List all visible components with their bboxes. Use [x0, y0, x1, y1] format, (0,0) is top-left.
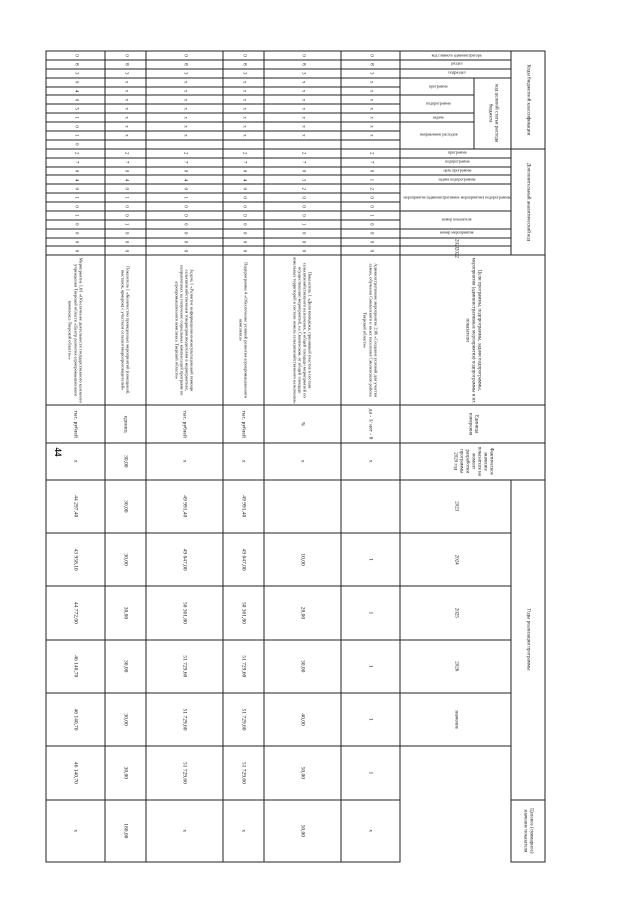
extra-code-cell: 0	[46, 228, 105, 237]
budget-code-col-label: раздел	[450, 60, 463, 66]
year-value-cell: 51 729,60	[145, 692, 222, 745]
budget-code-cell: x	[105, 77, 146, 86]
extra-code-cell: 7	[145, 157, 222, 166]
extra-code-cell: 0	[341, 219, 400, 228]
budget-code-cell: x	[145, 122, 222, 131]
budget-code-cell	[263, 139, 340, 148]
extra-code-cell: 0	[145, 219, 222, 228]
year-value-cell: 51 729,60	[223, 692, 264, 745]
extra-code-cell: 1	[46, 193, 105, 202]
extra-code-cell: 0	[145, 184, 222, 193]
budget-code-cell: x	[263, 122, 340, 131]
extra-code-cell: 0	[105, 228, 146, 237]
target-value-cell: 50,00	[263, 799, 340, 862]
extra-code-cell: 1	[341, 210, 400, 219]
extra-code-col-label: мероприятие (административное мероприятие) подпрограммы	[403, 193, 510, 199]
extra-code-cell: 0	[341, 237, 400, 246]
extra-code-col-label: задача подпрограммы	[437, 175, 476, 181]
budget-code-cell: x	[263, 104, 340, 113]
budget-code-cell: x	[105, 130, 146, 139]
year-value-cell: 30,00	[105, 532, 146, 585]
target-article-col-header	[400, 113, 474, 122]
budget-code-cell: 0	[223, 51, 264, 60]
budget-code-cell: x	[223, 86, 264, 95]
extra-code-cell: 1	[263, 219, 340, 228]
extra-code-cell: 0	[223, 219, 264, 228]
table-row	[341, 51, 400, 862]
budget-code-col-header	[400, 68, 511, 77]
target-value-subheader: значение	[400, 692, 511, 745]
extra-code-cell: 1	[145, 193, 222, 202]
budget-code-cell: x	[223, 113, 264, 122]
target-value-cell: 180,00	[105, 799, 146, 862]
name-column-header: Цели программы, подпрограммы, задачи подпрограммы, мероприятия (административные мероприятия) подпрограммы и их показатели	[400, 255, 545, 405]
year-value-cell: 30,00	[105, 479, 146, 532]
budget-code-cell: x	[105, 113, 146, 122]
extra-code-cell: 2	[46, 148, 105, 157]
target-article-col-header	[400, 77, 474, 95]
budget-code-cell: 5	[46, 104, 105, 113]
extra-code-cell: 0	[341, 166, 400, 175]
table-row	[223, 51, 264, 862]
year-header-2023: 2023	[400, 479, 511, 532]
year-value-cell: 1	[341, 639, 400, 692]
budget-code-cell: 0	[46, 122, 105, 131]
extra-code-cell: 0	[145, 166, 222, 175]
unit-cell: тыс. рублей	[223, 405, 264, 443]
year-value-cell: 50 361,80	[223, 586, 264, 639]
fact-value-cell: x	[263, 442, 340, 479]
extra-code-cell: 0	[105, 166, 146, 175]
budget-code-col-header	[400, 51, 511, 60]
years-group-header: Годы реализации программы	[511, 479, 545, 799]
extra-code-cell: 0	[105, 202, 146, 211]
budget-code-cell: x	[145, 95, 222, 104]
target-value-header: Целевое (суммарное) значение показателя	[511, 799, 545, 862]
budget-code-cell: x	[223, 130, 264, 139]
extra-code-col-header	[400, 210, 511, 228]
budget-code-cell: x	[105, 86, 146, 95]
target-value-cell: x	[46, 799, 105, 862]
year-value-cell: 30,00	[105, 639, 146, 692]
year-value-cell: 46 140,70	[46, 746, 105, 799]
extra-code-cell: 0	[341, 193, 400, 202]
extra-code-cell: 0	[223, 166, 264, 175]
table-row	[46, 51, 105, 862]
extra-code-cell: 0	[145, 237, 222, 246]
year-value-cell: 49 991,40	[223, 479, 264, 532]
document-sheet	[67, 50, 545, 862]
target-article-col-header	[400, 122, 474, 149]
budget-code-cell: 8	[145, 59, 222, 68]
item-name-cell: Подпрограмма 4 «Обеспечение условий развития агропромышленного комплекса»	[223, 255, 264, 405]
unit-cell: тыс. рублей	[145, 405, 222, 443]
fact-value-cell: x	[341, 442, 400, 479]
budget-code-cell	[105, 139, 146, 148]
budget-code-cell: 0	[263, 51, 340, 60]
extra-code-cell: 0	[223, 228, 264, 237]
budget-code-cell: x	[263, 86, 340, 95]
year-value-cell: 40,00	[263, 692, 340, 745]
year-value-cell: 1	[341, 692, 400, 745]
extra-code-cell: 7	[105, 157, 146, 166]
budget-code-cell: 8	[46, 59, 105, 68]
budget-code-cell: x	[223, 95, 264, 104]
budget-code-cell: x	[263, 95, 340, 104]
year-header-2026: 2026	[400, 639, 511, 692]
extra-code-cell: 0	[223, 210, 264, 219]
budget-code-cell: 0	[46, 139, 105, 148]
budget-code-cell: 3	[223, 68, 264, 77]
budget-code-cell: 8	[263, 59, 340, 68]
budget-code-cell: 8	[341, 59, 400, 68]
budget-code-cell: x	[341, 86, 400, 95]
extra-code-cell: 4	[145, 175, 222, 184]
extra-code-cell: 2	[263, 184, 340, 193]
extra-code-cell: 7	[46, 157, 105, 166]
extra-code-cell: 0	[145, 210, 222, 219]
budget-code-cell: 0	[46, 77, 105, 86]
extra-code-cell: 4	[105, 175, 146, 184]
budget-code-cell: 3	[263, 68, 340, 77]
extra-code-cell: 2	[223, 148, 264, 157]
extra-code-cell: 4	[46, 175, 105, 184]
extra-code-cell: 1	[105, 193, 146, 202]
budget-code-cell: x	[145, 86, 222, 95]
unit-cell: да - 1/ нет - 0	[341, 405, 400, 443]
extra-code-cell: 0	[263, 228, 340, 237]
budget-code-cell: x	[223, 104, 264, 113]
extra-code-col-header	[400, 166, 511, 175]
budget-code-cell: 1	[46, 130, 105, 139]
budget-code-cell	[341, 139, 400, 148]
extra-code-cell: 0	[223, 184, 264, 193]
extra-code-col-label: цель программы	[442, 167, 471, 173]
extra-code-cell: 7	[341, 157, 400, 166]
target-article-col-header	[400, 95, 474, 113]
budget-code-cell: 8	[105, 59, 146, 68]
year-value-cell: 46 140,70	[46, 692, 105, 745]
extra-code-col-label: номер показателя	[441, 215, 472, 221]
year-header-2022: 2022	[400, 246, 511, 255]
extra-code-cell: 0	[341, 228, 400, 237]
extra-code-cell: 0	[105, 237, 146, 246]
fact-value-cell: x	[145, 442, 222, 479]
item-name-cell: Показатель 1 «Доля молодежи, принявшей участие в составе сельскохозяйственного назначения, в общей площади мероприятий по осуществлению мероприятий, на Смоленском, от общей площади земельных территорий в составе земель сельскохозяйственного назначения»	[263, 255, 340, 405]
year-value-cell: 51 729,60	[145, 746, 222, 799]
extra-code-cell: 7	[223, 157, 264, 166]
extra-code-cell: 4	[223, 175, 264, 184]
extra-code-cell: 2	[145, 148, 222, 157]
extra-code-cell: 0	[223, 202, 264, 211]
year-value-cell: 49 047,00	[223, 532, 264, 585]
year-value-cell: 50,00	[263, 746, 340, 799]
extra-code-cell: 7	[263, 157, 340, 166]
extra-code-cell: 1	[105, 219, 146, 228]
extra-code-cell: 0	[263, 166, 340, 175]
extra-code-cell: 0	[341, 246, 400, 255]
year-value-cell: 49 047,00	[145, 532, 222, 585]
target-value-cell: x	[223, 799, 264, 862]
unit-cell: тыс. рублей	[46, 405, 105, 443]
item-name-cell: Мероприятие 1.01 «Обеспечение деятельности государственного казенного учреждения Тверской области «Центр развития агропромышленного комплекса Тверской области»»	[46, 255, 105, 405]
year-value-cell: 43 958,10	[46, 532, 105, 585]
budget-code-cell: x	[105, 104, 146, 113]
extra-code-cell: 0	[46, 237, 105, 246]
budget-code-cell: 8	[223, 59, 264, 68]
year-value-cell: 51 729,60	[145, 639, 222, 692]
table-row	[263, 51, 340, 862]
extra-code-col-label: подпрограмма	[444, 158, 469, 164]
extra-code-cell: 2	[341, 184, 400, 193]
extra-code-cell: 1	[341, 175, 400, 184]
budget-code-cell: x	[263, 130, 340, 139]
year-value-cell: 44 772,00	[46, 586, 105, 639]
budget-code-cell: 4	[46, 86, 105, 95]
extra-code-cell: 0	[105, 246, 146, 255]
program-indicators-table	[45, 50, 545, 862]
extra-code-cell: 0	[46, 246, 105, 255]
extra-code-cell: 2	[105, 148, 146, 157]
target-value-cell: x	[341, 799, 400, 862]
budget-code-col-label: подраздел	[447, 69, 466, 75]
budget-code-cell: x	[263, 77, 340, 86]
year-value-cell	[341, 479, 400, 532]
unit-cell: единиц	[105, 405, 146, 443]
budget-code-cell: x	[105, 95, 146, 104]
extra-code-cell: 0	[105, 210, 146, 219]
year-value-cell: 49 991,40	[145, 479, 222, 532]
extra-code-cell: 0	[46, 219, 105, 228]
extra-code-cell: 0	[263, 246, 340, 255]
table-row	[105, 51, 146, 862]
year-value-cell: 51 729,60	[223, 746, 264, 799]
item-name-cell: Административное мероприятие 2.06 «Создание условий для участия семьи, обучения Смоленского и иных населения Смоленского района Тверской области»	[341, 255, 400, 405]
budget-code-cell: x	[341, 77, 400, 86]
budget-code-cell: x	[341, 122, 400, 131]
year-header-2021: 2021	[400, 237, 511, 246]
rotated-table-wrapper	[67, 50, 545, 862]
year-value-cell: 51 729,60	[223, 639, 264, 692]
extra-code-col-header	[400, 184, 511, 211]
budget-code-col-header	[400, 59, 511, 68]
extra-code-cell: 0	[263, 193, 340, 202]
extra-code-col-header	[400, 157, 511, 166]
year-value-cell: 20,00	[263, 586, 340, 639]
budget-classification-header: Коды бюджетной классификации	[511, 51, 545, 149]
budget-code-cell: 0	[105, 51, 146, 60]
extra-code-col-label: программа	[447, 149, 466, 155]
table-row	[145, 51, 222, 862]
extra-code-cell: 0	[263, 237, 340, 246]
budget-code-cell: x	[145, 104, 222, 113]
item-name-cell: Показатель 1 «Количество проведенных мероприятий (совещаний, выставок, ярмарок) с участием сельхозтоваропроизводителей»	[105, 255, 146, 405]
fact-column-header: Фактическое значение показателя на момент разработки программы 2020 год	[400, 442, 545, 479]
fact-value-cell: x	[223, 442, 264, 479]
extra-code-cell: 3	[263, 175, 340, 184]
year-header-2024: 2024	[400, 532, 511, 585]
extra-code-cell: 0	[223, 193, 264, 202]
target-article-col-label: направление расходов	[419, 131, 457, 137]
budget-code-cell: x	[341, 113, 400, 122]
target-value-cell: x	[145, 799, 222, 862]
extra-code-cell: 2	[341, 148, 400, 157]
extra-code-cell: 0	[223, 246, 264, 255]
target-article-header: код целевой статьи расхода бюджета	[474, 77, 511, 148]
target-article-col-label: подпрограмма	[425, 100, 451, 106]
budget-code-cell: x	[223, 122, 264, 131]
budget-code-cell: x	[145, 130, 222, 139]
item-name-cell: Задача 1 «Развитие информационно-консультационной помощи сельскохозяйственным товаропроизводителям в мероприятиях, направленных на получение социальных компенсаций программ по агропромышленного комплекса Тверской области»	[145, 255, 222, 405]
extra-code-cell: 0	[263, 210, 340, 219]
year-value-cell: 46 140,70	[46, 639, 105, 692]
extra-code-cell: 0	[263, 202, 340, 211]
budget-code-cell: x	[145, 113, 222, 122]
budget-code-col-label: код главного администратора	[431, 51, 482, 57]
page-number: 44	[53, 447, 63, 457]
year-value-cell: 1	[341, 586, 400, 639]
year-value-cell: 30,00	[105, 586, 146, 639]
extra-code-cell: 0	[46, 166, 105, 175]
year-value-cell: 1	[341, 532, 400, 585]
extra-code-cell: 0	[341, 202, 400, 211]
year-value-cell: 30,00	[105, 692, 146, 745]
budget-code-cell	[223, 139, 264, 148]
extra-code-cell: 0	[223, 237, 264, 246]
extra-code-cell: 0	[105, 184, 146, 193]
budget-code-cell: x	[341, 130, 400, 139]
year-value-cell	[263, 479, 340, 532]
budget-code-cell: x	[105, 122, 146, 131]
budget-code-cell: 3	[341, 68, 400, 77]
budget-code-cell: 3	[145, 68, 222, 77]
target-article-col-label: задача	[432, 113, 444, 119]
budget-code-cell: 3	[105, 68, 146, 77]
budget-code-cell: x	[341, 95, 400, 104]
budget-code-cell: x	[145, 77, 222, 86]
year-value-cell: 30,00	[263, 639, 340, 692]
budget-code-cell: x	[263, 113, 340, 122]
year-value-cell: 1	[341, 746, 400, 799]
year-value-cell: 30,00	[105, 746, 146, 799]
budget-code-cell: x	[223, 77, 264, 86]
year-header-2025: 2025	[400, 586, 511, 639]
budget-code-cell	[145, 139, 222, 148]
extra-code-col-label: номер мероприятия	[439, 229, 474, 235]
unit-column-header: Единица измерения	[400, 405, 545, 443]
budget-code-cell: 1	[46, 113, 105, 122]
extra-code-cell: 0	[145, 228, 222, 237]
extra-code-cell: 1	[46, 210, 105, 219]
extra-code-col-header	[400, 148, 511, 157]
extra-code-cell: 0	[145, 202, 222, 211]
year-value-cell: 50 361,80	[145, 586, 222, 639]
target-article-col-label: программа	[428, 82, 448, 88]
extra-code-cell: 0	[46, 202, 105, 211]
budget-code-cell: 3	[46, 68, 105, 77]
fact-value-cell: x	[46, 442, 105, 479]
year-value-cell: 10,00	[263, 532, 340, 585]
extra-code-col-header	[400, 228, 511, 237]
extra-code-cell: 2	[263, 148, 340, 157]
budget-code-cell: 0	[145, 51, 222, 60]
budget-code-cell: 0	[341, 51, 400, 60]
extra-code-cell: 0	[46, 184, 105, 193]
fact-value-cell: 30,00	[105, 442, 146, 479]
extra-code-cell: 0	[145, 246, 222, 255]
budget-code-cell: x	[341, 104, 400, 113]
extra-code-col-header	[400, 175, 511, 184]
unit-cell: %	[263, 405, 340, 443]
budget-code-cell: 0	[46, 95, 105, 104]
year-value-cell: 44 297,40	[46, 479, 105, 532]
budget-code-cell: 0	[46, 51, 105, 60]
extra-code-header: Дополнительный аналитический код	[511, 148, 545, 255]
